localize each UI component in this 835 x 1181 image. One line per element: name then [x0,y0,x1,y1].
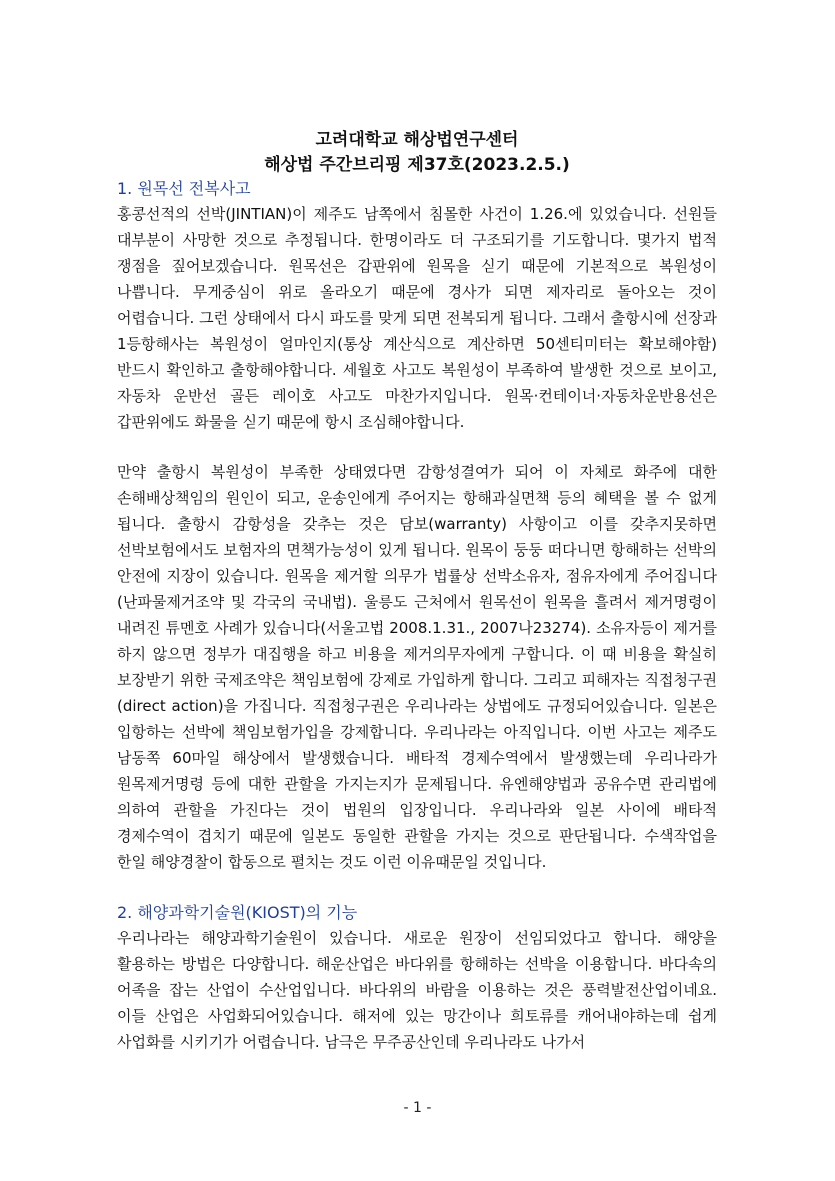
document-page [117,128,717,1055]
section-heading: 2. 해양과학기술원(KIOST)의 기능 [117,903,358,922]
paragraph: 우리나라는 해양과학기술원이 있습니다. 새로운 원장이 선임되었다고 합니다. 해양을 활용하는 방법은 다양합니다. 해운산업은 바다위를 항해하는 선박을 이용합니다. 바다속의 어족을 잡는 산업이 수산업입니다. 바다위의 바람을 이용하는 것은 풍력발전산업이네요. 이들 산업은 사업화되어있습니다. 해저에 있는 망간이나 희토류를 캐어내야하는데 쉽게 사업화를 시키기가 어렵습니다. 남극은 무주공산인데 우리나라도 나가서 [117,929,717,1051]
issue-title: 해상법 주간브리핑 제37호(2023.2.5.) [264,155,570,175]
org-title: 고려대학교 해상법연구센터 [315,130,519,150]
section-1 [117,177,717,875]
section-2 [117,901,717,1055]
paragraph: 만약 출항시 복원성이 부족한 상태였다면 감항성결여가 되어 이 자체로 화주에 대한 손해배상책임의 원인이 되고, 운송인에게 주어지는 항해과실면책 등의 혜택을 볼 수 없게 됩니다. 출항시 감항성을 갖추는 것은 담보(warranty) 사항이고 이를 갖추지못하면 선박보험에서도 보험자의 면책가능성이 있게 됩니다. 원목이 둥둥 떠다니면 항해하는 선박의 안전에 지장이 있습니다. 원목을 제거할 의무가 법률상 선박소유자, 점유자에게 주어집니다(난파물제거조약 및 각국의 국내법). 울릉도 근처에서 원목선이 원목을 흘려서 제거명령이 내려진 튜멘호 사례가 있습니다(서울고법 2008.1.31., 2007나23274). 소유자등이 제거를 하지 않으면 정부가 대집행을 하고 비용을 제거의무자에게 구합니다. 이 때 비용을 확실히 보장받기 위한 국제조약은 책임보험에 강제로 가입하게 합니다. 그리고 피해자는 직접청구권(direct action)을 가집니다. 직접청구권은 우리나라는 상법에도 규정되어있습니다. 일본은 입항하는 선박에 책임보험가입을 강제합니다. 우리나라는 아직입니다. 이번 사고는 제주도 남동쪽 60마일 해상에서 발생했습니다. 배타적 경제수역에서 발생했는데 우리나라가 원목제거명령 등에 대한 관할을 가지는지가 문제됩니다. 유엔해양법과 공유수면 관리법에 의하여 관할을 가진다는 것이 법원의 입장입니다. 우리나라와 일본 사이에 배타적 경제수역이 겹치기 때문에 일본도 동일한 관할을 가지는 것으로 판단됩니다. 수색작업을 한일 해양경찰이 합동으로 펼치는 것도 이런 이유때문일 것입니다. [117,463,717,871]
paragraph: 홍콩선적의 선박(JINTIAN)이 제주도 남쪽에서 침몰한 사건이 1.26.에 있었습니다. 선원들 대부분이 사망한 것으로 추정됩니다. 한명이라도 더 구조되기를 기도합니다. 몇가지 법적 쟁점을 짚어보겠습니다. 원목선은 갑판위에 원목을 싣기 때문에 기본적으로 복원성이 나쁩니다. 무게중심이 위로 올라오기 때문에 경사가 되면 제자리로 돌아오는 것이 어렵습니다. 그런 상태에서 다시 파도를 맞게 되면 전복되게 됩니다. 그래서 출항시에 선장과 1등항해사는 복원성이 얼마인지(통상 계산식으로 계산하면 50센티미터는 확보해야함) 반드시 확인하고 출항해야합니다. 세월호 사고도 복원성이 부족하여 발생한 것으로 보이고, 자동차 운반선 골든 레이호 사고도 마찬가지입니다. 원목·컨테이너·자동차운반용선은 갑판위에도 화물을 싣기 때문에 항시 조심해야합니다. [117,205,717,431]
paragraph-spacer [117,435,717,459]
section-heading: 1. 원목선 전복사고 [117,179,251,198]
section-spacer [117,875,717,901]
page-number: - 1 - [403,1100,432,1116]
